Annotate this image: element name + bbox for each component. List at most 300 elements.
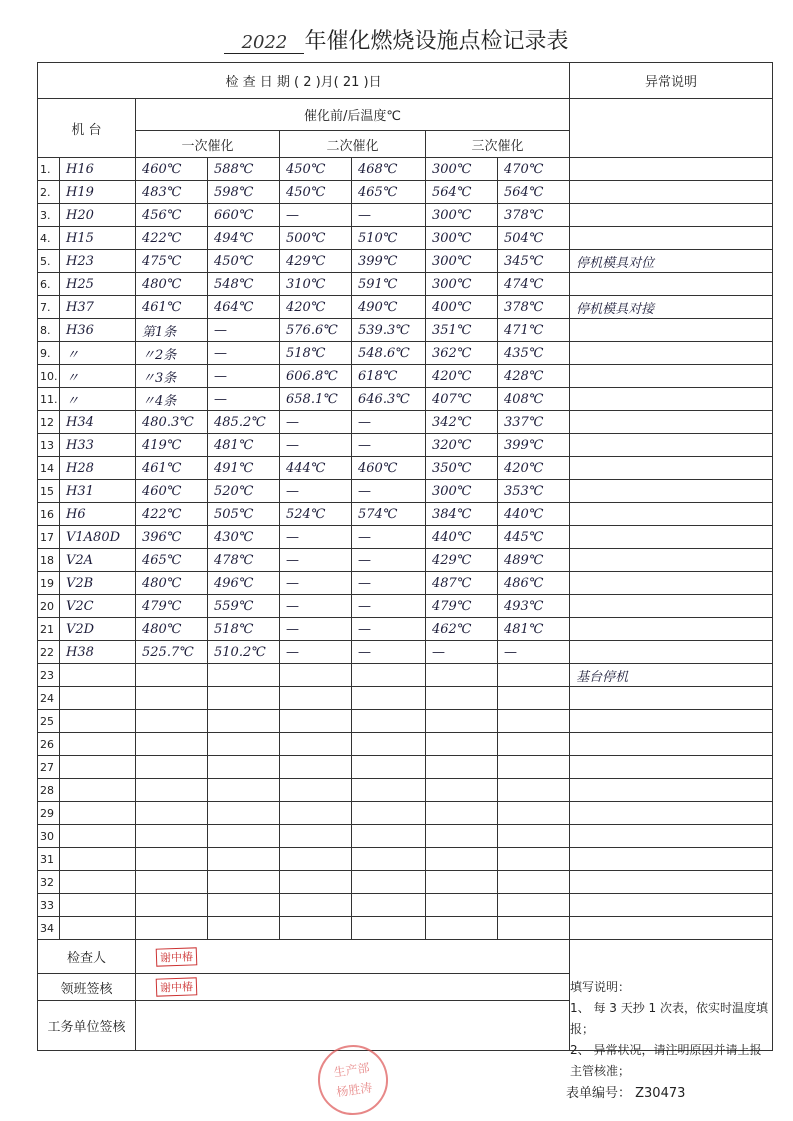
- table-row: [38, 917, 773, 940]
- row-number: 29: [38, 802, 60, 825]
- machine-id: [60, 802, 136, 825]
- temperature-cell: 480℃: [136, 273, 208, 296]
- row-number: 21: [38, 618, 60, 641]
- machine-id: H31: [60, 480, 136, 503]
- temperature-cell: 429℃: [426, 549, 498, 572]
- temperature-cell: [280, 710, 352, 733]
- table-row: [38, 549, 773, 572]
- machine-id: H23: [60, 250, 136, 273]
- table-row: [38, 319, 773, 342]
- temperature-cell: [352, 664, 426, 687]
- machine-id: [60, 710, 136, 733]
- seal-line-1: 生产部: [332, 1060, 371, 1080]
- inspector-field: [136, 940, 570, 974]
- abnormal-note: [570, 618, 773, 641]
- temperature-cell: —: [352, 595, 426, 618]
- table-row: [38, 273, 773, 296]
- temperature-cell: 574℃: [352, 503, 426, 526]
- temperature-cell: 362℃: [426, 342, 498, 365]
- temperature-cell: [208, 779, 280, 802]
- temperature-cell: [352, 756, 426, 779]
- machine-id: [60, 733, 136, 756]
- row-number: 16: [38, 503, 60, 526]
- row-number: 27: [38, 756, 60, 779]
- temperature-cell: [136, 733, 208, 756]
- temperature-cell: 〃3条: [136, 365, 208, 388]
- machine-id: H38: [60, 641, 136, 664]
- temperature-cell: [208, 733, 280, 756]
- table-row: [38, 158, 773, 181]
- temperature-cell: 310℃: [280, 273, 352, 296]
- temperature-cell: [498, 894, 570, 917]
- temperature-cell: 300℃: [426, 158, 498, 181]
- temperature-cell: 520℃: [208, 480, 280, 503]
- temperature-cell: 524℃: [280, 503, 352, 526]
- machine-id: H28: [60, 457, 136, 480]
- temperature-cell: 〃4条: [136, 388, 208, 411]
- machine-id: H20: [60, 204, 136, 227]
- temperature-cell: [426, 779, 498, 802]
- table-row: [38, 595, 773, 618]
- machine-id: [60, 756, 136, 779]
- temperature-cell: [426, 687, 498, 710]
- temperature-cell: 481℃: [498, 618, 570, 641]
- row-number: 28: [38, 779, 60, 802]
- temperature-cell: 493℃: [498, 595, 570, 618]
- temperature-cell: 559℃: [208, 595, 280, 618]
- temperature-cell: [498, 779, 570, 802]
- abnormal-note: [570, 457, 773, 480]
- machine-id: [60, 687, 136, 710]
- temperature-cell: 378℃: [498, 296, 570, 319]
- table-row: [38, 296, 773, 319]
- temperature-cell: 481℃: [208, 434, 280, 457]
- temperature-cell: 428℃: [498, 365, 570, 388]
- abnormal-note: [570, 158, 773, 181]
- temperature-cell: [498, 710, 570, 733]
- temperature-cell: 350℃: [426, 457, 498, 480]
- machine-id: [60, 779, 136, 802]
- temperature-cell: 478℃: [208, 549, 280, 572]
- table-row: [38, 641, 773, 664]
- temperature-cell: —: [280, 618, 352, 641]
- machine-id: V1A80D: [60, 526, 136, 549]
- row-number: 22: [38, 641, 60, 664]
- temperature-cell: [426, 825, 498, 848]
- temperature-cell: 491℃: [208, 457, 280, 480]
- machine-id: V2B: [60, 572, 136, 595]
- temperature-cell: 435℃: [498, 342, 570, 365]
- temperature-cell: [208, 664, 280, 687]
- temperature-cell: [498, 733, 570, 756]
- machine-id: H33: [60, 434, 136, 457]
- machine-header: 机 台: [38, 99, 136, 158]
- temperature-cell: [498, 802, 570, 825]
- temperature-cell: —: [352, 526, 426, 549]
- abnormal-note: [570, 434, 773, 457]
- temperature-cell: —: [280, 595, 352, 618]
- temperature-cell: 468℃: [352, 158, 426, 181]
- table-row: [38, 181, 773, 204]
- temperature-cell: [352, 710, 426, 733]
- temperature-cell: [352, 917, 426, 940]
- temperature-cell: 591℃: [352, 273, 426, 296]
- temperature-cell: [426, 802, 498, 825]
- temperature-cell: 464℃: [208, 296, 280, 319]
- temperature-cell: [208, 871, 280, 894]
- abnormal-note: [570, 756, 773, 779]
- abnormal-note: [570, 388, 773, 411]
- row-number: 8.: [38, 319, 60, 342]
- temperature-cell: 588℃: [208, 158, 280, 181]
- temperature-cell: [208, 802, 280, 825]
- row-number: 24: [38, 687, 60, 710]
- abnormal-note: [570, 411, 773, 434]
- table-row: [38, 434, 773, 457]
- temperature-cell: —: [352, 411, 426, 434]
- temperature-cell: [208, 917, 280, 940]
- note-1: 1、 每 3 天抄 1 次表，依实时温度填报；: [570, 1001, 768, 1036]
- temperature-cell: 300℃: [426, 204, 498, 227]
- abnormal-note: [570, 802, 773, 825]
- temperature-cell: 342℃: [426, 411, 498, 434]
- abnormal-note: [570, 687, 773, 710]
- table-row: [38, 342, 773, 365]
- unit-field: [136, 1001, 570, 1051]
- temperature-cell: 539.3℃: [352, 319, 426, 342]
- table-row: [38, 227, 773, 250]
- date-label: 检 查 日 期: [225, 75, 290, 90]
- temperature-cell: 518℃: [280, 342, 352, 365]
- machine-id: H37: [60, 296, 136, 319]
- temperature-cell: —: [280, 480, 352, 503]
- temperature-cell: 461℃: [136, 457, 208, 480]
- table-row: [38, 848, 773, 871]
- temperature-cell: [280, 871, 352, 894]
- abnormal-note: [570, 480, 773, 503]
- temperature-cell: [426, 756, 498, 779]
- row-number: 26: [38, 733, 60, 756]
- machine-id: [60, 871, 136, 894]
- temperature-cell: [498, 848, 570, 871]
- abnormal-note: [570, 365, 773, 388]
- temperature-cell: —: [352, 434, 426, 457]
- temperature-cell: 474℃: [498, 273, 570, 296]
- temperature-cell: [280, 848, 352, 871]
- temperature-cell: 504℃: [498, 227, 570, 250]
- abnormal-note: [570, 503, 773, 526]
- machine-id: H36: [60, 319, 136, 342]
- machine-id: H34: [60, 411, 136, 434]
- temperature-cell: 345℃: [498, 250, 570, 273]
- stage-2-header: 二次催化: [280, 131, 426, 158]
- table-row: [38, 802, 773, 825]
- temperature-cell: —: [280, 572, 352, 595]
- temperature-cell: —: [280, 411, 352, 434]
- temperature-cell: [498, 664, 570, 687]
- temperature-cell: 422℃: [136, 503, 208, 526]
- abnormal-note: [570, 894, 773, 917]
- row-number: 12: [38, 411, 60, 434]
- machine-id: 〃: [60, 365, 136, 388]
- temperature-cell: [498, 756, 570, 779]
- table-row: [38, 526, 773, 549]
- temperature-cell: 第1条: [136, 319, 208, 342]
- temperature-cell: 510.2℃: [208, 641, 280, 664]
- abnormal-note: [570, 342, 773, 365]
- temperature-cell: [352, 894, 426, 917]
- row-number: 19: [38, 572, 60, 595]
- department-seal: [313, 1040, 392, 1119]
- row-number: 13: [38, 434, 60, 457]
- temperature-cell: 407℃: [426, 388, 498, 411]
- temperature-cell: 518℃: [208, 618, 280, 641]
- table-row: [38, 894, 773, 917]
- machine-id: [60, 825, 136, 848]
- temperature-cell: —: [208, 365, 280, 388]
- temperature-cell: 486℃: [498, 572, 570, 595]
- row-number: 3.: [38, 204, 60, 227]
- temperature-cell: 399℃: [352, 250, 426, 273]
- temperature-cell: 422℃: [136, 227, 208, 250]
- temperature-cell: 480℃: [136, 618, 208, 641]
- temperature-cell: [280, 756, 352, 779]
- temperature-cell: 505℃: [208, 503, 280, 526]
- temperature-cell: [136, 871, 208, 894]
- machine-id: H6: [60, 503, 136, 526]
- temperature-cell: [208, 848, 280, 871]
- temperature-cell: [352, 733, 426, 756]
- table-row: [38, 480, 773, 503]
- table-row: [38, 825, 773, 848]
- temperature-cell: [426, 894, 498, 917]
- temperature-cell: 564℃: [426, 181, 498, 204]
- seal-line-2: 杨胜涛: [335, 1080, 374, 1100]
- table-row: [38, 411, 773, 434]
- temperature-cell: 300℃: [426, 480, 498, 503]
- temperature-cell: 576.6℃: [280, 319, 352, 342]
- inspector-label: 检查人: [38, 940, 136, 974]
- temperature-cell: [352, 871, 426, 894]
- temperature-cell: [208, 710, 280, 733]
- temperature-cell: 525.7℃: [136, 641, 208, 664]
- temperature-cell: [208, 687, 280, 710]
- temperature-cell: 479℃: [426, 595, 498, 618]
- table-row: [38, 710, 773, 733]
- temperature-cell: [426, 848, 498, 871]
- abnormal-note: [570, 595, 773, 618]
- row-number: 1.: [38, 158, 60, 181]
- temperature-cell: 470℃: [498, 158, 570, 181]
- abnormal-note: 停机模具对位: [570, 250, 773, 273]
- machine-id: 〃: [60, 342, 136, 365]
- temperature-cell: 320℃: [426, 434, 498, 457]
- temperature-cell: 510℃: [352, 227, 426, 250]
- fill-instructions: [570, 977, 770, 1082]
- temperature-cell: 400℃: [426, 296, 498, 319]
- temperature-cell: [352, 687, 426, 710]
- document-title: [0, 24, 793, 55]
- temperature-cell: [280, 894, 352, 917]
- temperature-cell: [280, 733, 352, 756]
- row-number: 9.: [38, 342, 60, 365]
- row-number: 20: [38, 595, 60, 618]
- temperature-cell: 618℃: [352, 365, 426, 388]
- temperature-cell: [498, 825, 570, 848]
- machine-id: H19: [60, 181, 136, 204]
- temperature-cell: 450℃: [280, 158, 352, 181]
- temperature-cell: 479℃: [136, 595, 208, 618]
- temperature-cell: 384℃: [426, 503, 498, 526]
- temperature-cell: 337℃: [498, 411, 570, 434]
- temperature-cell: [426, 664, 498, 687]
- temperature-cell: 548℃: [208, 273, 280, 296]
- table-row: [38, 618, 773, 641]
- temperature-cell: 450℃: [280, 181, 352, 204]
- temperature-cell: 420℃: [426, 365, 498, 388]
- temperature-cell: 494℃: [208, 227, 280, 250]
- row-number: 31: [38, 848, 60, 871]
- temperature-cell: —: [352, 572, 426, 595]
- temperature-cell: 419℃: [136, 434, 208, 457]
- temperature-cell: 〃2条: [136, 342, 208, 365]
- table-row: [38, 572, 773, 595]
- machine-id: V2D: [60, 618, 136, 641]
- machine-id: H15: [60, 227, 136, 250]
- row-number: 18: [38, 549, 60, 572]
- temperature-cell: [136, 802, 208, 825]
- temperature-cell: 460℃: [352, 457, 426, 480]
- row-number: 2.: [38, 181, 60, 204]
- temperature-cell: [136, 687, 208, 710]
- machine-id: H16: [60, 158, 136, 181]
- temperature-cell: 429℃: [280, 250, 352, 273]
- temperature-cell: 351℃: [426, 319, 498, 342]
- temperature-cell: 465℃: [352, 181, 426, 204]
- machine-id: [60, 664, 136, 687]
- temperature-cell: [352, 848, 426, 871]
- abnormal-note: [570, 825, 773, 848]
- temperature-cell: —: [352, 204, 426, 227]
- temperature-cell: 500℃: [280, 227, 352, 250]
- machine-id: V2C: [60, 595, 136, 618]
- temperature-cell: 399℃: [498, 434, 570, 457]
- abnormal-note: [570, 319, 773, 342]
- temperature-cell: 456℃: [136, 204, 208, 227]
- row-number: 17: [38, 526, 60, 549]
- temperature-cell: [498, 917, 570, 940]
- unit-label: 工务单位签核: [38, 1001, 136, 1051]
- table-row: [38, 204, 773, 227]
- machine-id: [60, 848, 136, 871]
- temperature-cell: —: [352, 480, 426, 503]
- row-number: 7.: [38, 296, 60, 319]
- table-row: [38, 388, 773, 411]
- stage-1-header: 一次催化: [136, 131, 280, 158]
- abnormal-note: [570, 871, 773, 894]
- temperature-cell: 450℃: [208, 250, 280, 273]
- temperature-cell: 430℃: [208, 526, 280, 549]
- temperature-cell: [426, 710, 498, 733]
- year-field: 2022: [224, 32, 304, 54]
- table-row: [38, 756, 773, 779]
- temperature-cell: —: [280, 204, 352, 227]
- temperature-cell: 445℃: [498, 526, 570, 549]
- table-row: [38, 664, 773, 687]
- abnormal-note: 停机模具对接: [570, 296, 773, 319]
- date-value: ( 2 )月( 21 )日: [293, 75, 382, 90]
- temperature-cell: [208, 825, 280, 848]
- temperature-cell: [280, 779, 352, 802]
- row-number: 33: [38, 894, 60, 917]
- temperature-cell: [136, 917, 208, 940]
- temperature-cell: 658.1℃: [280, 388, 352, 411]
- temperature-cell: 606.8℃: [280, 365, 352, 388]
- temperature-cell: 548.6℃: [352, 342, 426, 365]
- temperature-cell: [280, 687, 352, 710]
- temperature-cell: [208, 756, 280, 779]
- temperature-cell: [280, 664, 352, 687]
- temperature-cell: [136, 710, 208, 733]
- row-number: 25: [38, 710, 60, 733]
- temperature-cell: [280, 802, 352, 825]
- temperature-cell: [136, 664, 208, 687]
- temperature-cell: —: [352, 641, 426, 664]
- temperature-cell: [426, 733, 498, 756]
- temperature-cell: —: [280, 549, 352, 572]
- temperature-cell: 420℃: [280, 296, 352, 319]
- table-row: [38, 250, 773, 273]
- machine-id: [60, 917, 136, 940]
- abnormal-note: [570, 572, 773, 595]
- temperature-cell: 646.3℃: [352, 388, 426, 411]
- temperature-cell: [352, 802, 426, 825]
- temperature-cell: [136, 756, 208, 779]
- abnormal-note: [570, 227, 773, 250]
- abnormal-note: [570, 779, 773, 802]
- team-label: 领班签核: [38, 974, 136, 1001]
- machine-id: [60, 894, 136, 917]
- temperature-cell: 300℃: [426, 250, 498, 273]
- temperature-cell: 598℃: [208, 181, 280, 204]
- temperature-cell: 496℃: [208, 572, 280, 595]
- temperature-cell: 460℃: [136, 158, 208, 181]
- form-number: 表单编号： Z30473: [566, 1086, 686, 1101]
- row-number: 14: [38, 457, 60, 480]
- temperature-cell: 378℃: [498, 204, 570, 227]
- temperature-cell: 460℃: [136, 480, 208, 503]
- temperature-cell: 444℃: [280, 457, 352, 480]
- temperature-cell: [136, 848, 208, 871]
- temperature-cell: 300℃: [426, 227, 498, 250]
- abnormal-note: [570, 710, 773, 733]
- temperature-cell: 564℃: [498, 181, 570, 204]
- temperature-cell: 462℃: [426, 618, 498, 641]
- row-number: 34: [38, 917, 60, 940]
- temperature-cell: 475℃: [136, 250, 208, 273]
- temperature-cell: 465℃: [136, 549, 208, 572]
- inspection-table: [37, 62, 773, 1051]
- temperature-cell: 440℃: [498, 503, 570, 526]
- abnormal-header-blank: [570, 99, 773, 158]
- temperature-cell: 489℃: [498, 549, 570, 572]
- temperature-cell: —: [352, 618, 426, 641]
- temperature-cell: 440℃: [426, 526, 498, 549]
- temperature-cell: 420℃: [498, 457, 570, 480]
- temperature-cell: 480℃: [136, 572, 208, 595]
- temperature-cell: [498, 687, 570, 710]
- temperature-cell: —: [208, 388, 280, 411]
